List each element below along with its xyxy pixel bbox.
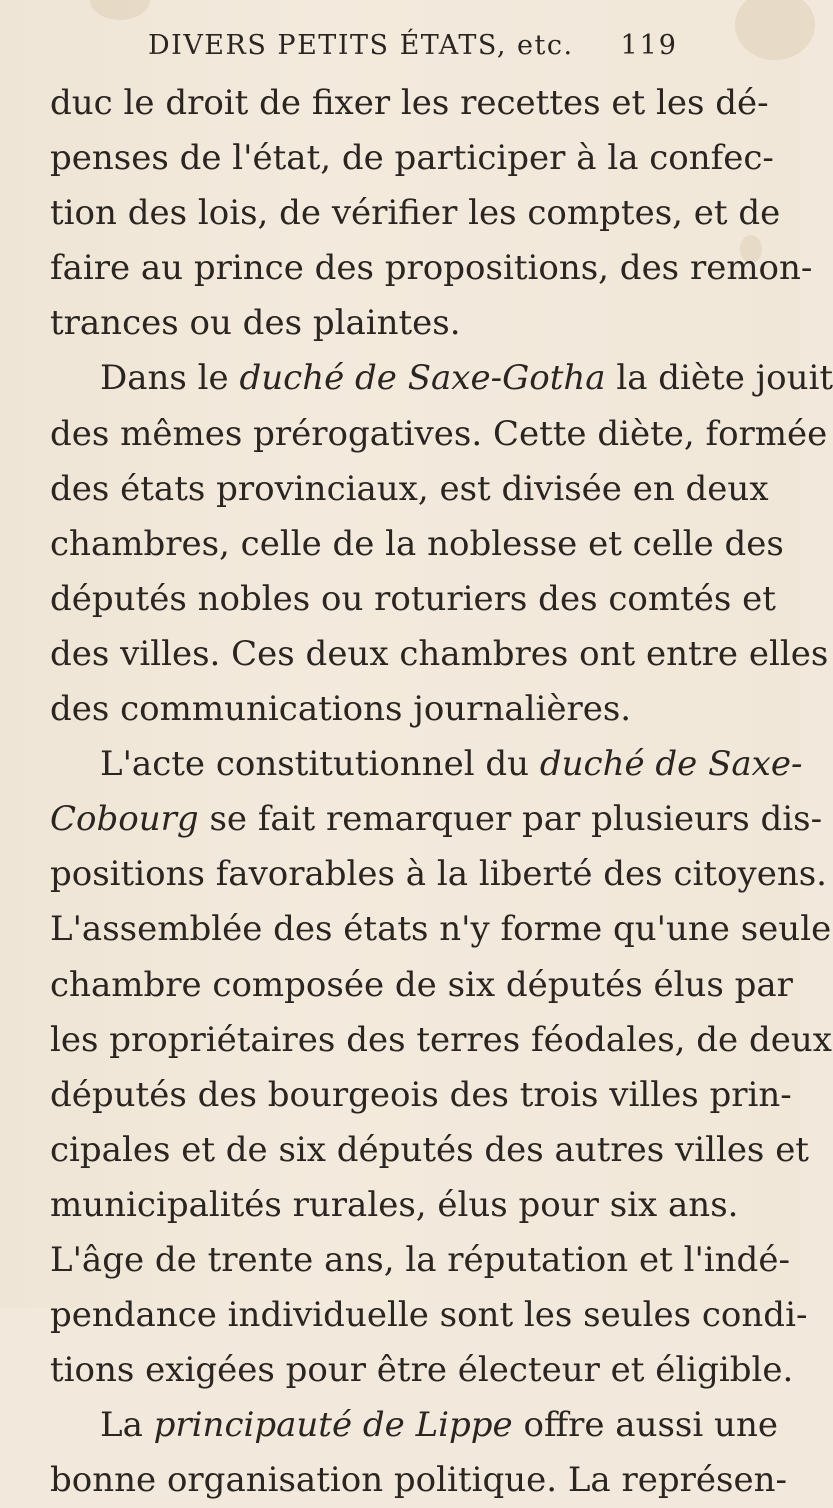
text-line: trances ou des plaintes. <box>50 303 461 344</box>
text-line: La principauté de Lippe offre aussi une <box>100 1405 778 1446</box>
page-header <box>148 20 678 70</box>
text-line: des états provinciaux, est divisée en deux <box>50 468 769 509</box>
paper-stain <box>90 0 150 20</box>
text-line: des communications journalières. <box>50 689 632 730</box>
text-line: L'assemblée des états n'y forme qu'une seule <box>50 909 832 950</box>
text-line: tion des lois, de vérifier les comptes, et de <box>50 193 781 234</box>
text-line: municipalités rurales, élus pour six ans. <box>50 1184 739 1225</box>
text-line: Dans le duché de Saxe-Gotha la diète jouit <box>100 358 833 399</box>
text-line: les propriétaires des terres féodales, de deux <box>50 1019 832 1060</box>
body-text <box>50 76 833 1508</box>
text-line: tions exigées pour être électeur et éligible. <box>50 1350 794 1391</box>
page-number: 119 <box>620 30 678 61</box>
paper-stain <box>735 0 815 60</box>
text-line: chambres, celle de la noblesse et celle des <box>50 523 784 564</box>
text-line: L'acte constitutionnel du duché de Saxe- <box>100 744 803 785</box>
text-line: chambre composée de six députés élus par <box>50 964 793 1005</box>
running-title: DIVERS PETITS ÉTATS, etc. <box>148 30 574 61</box>
text-line: des mêmes prérogatives. Cette diète, formée <box>50 413 828 454</box>
text-line: faire au prince des propositions, des remon- <box>50 248 813 289</box>
text-line: pendance individuelle sont les seules condi- <box>50 1295 808 1336</box>
text-line: penses de l'état, de participer à la confec- <box>50 138 774 179</box>
text-line: positions favorables à la liberté des citoyens. <box>50 854 827 895</box>
text-line: des villes. Ces deux chambres ont entre elles <box>50 633 829 674</box>
text-line: Cobourg se fait remarquer par plusieurs dis- <box>50 799 823 840</box>
text-line: duc le droit de fixer les recettes et les dé- <box>50 83 769 123</box>
text-line: députés des bourgeois des trois villes prin- <box>50 1074 792 1115</box>
text-line: députés nobles ou roturiers des comtés et <box>50 578 776 619</box>
text-line: cipales et de six députés des autres villes et <box>50 1129 809 1170</box>
text-line: bonne organisation politique. La représen- <box>50 1460 787 1501</box>
text-line: L'âge de trente ans, la réputation et l'indé- <box>50 1239 790 1280</box>
